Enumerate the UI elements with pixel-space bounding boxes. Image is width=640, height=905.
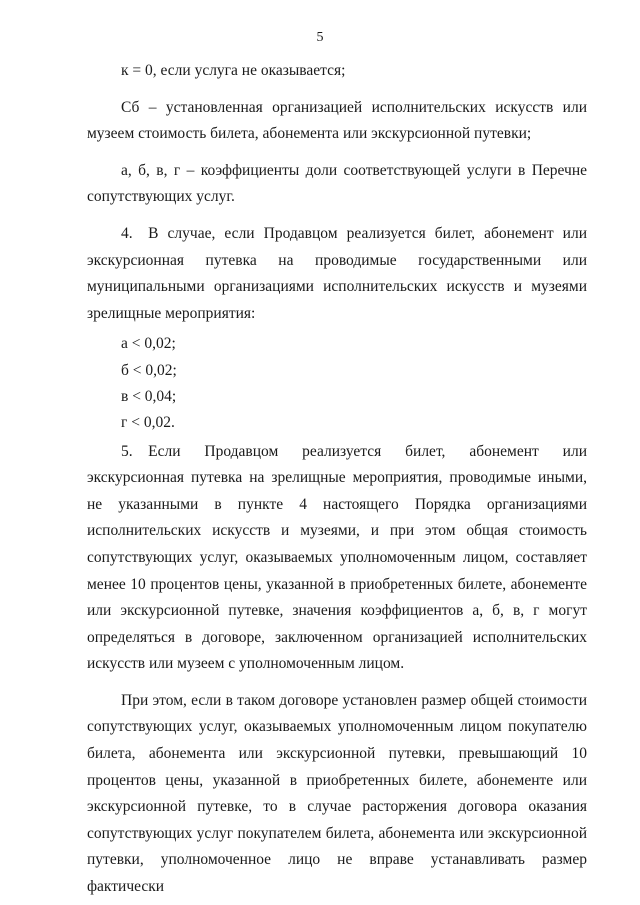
list-item: в < 0,04; bbox=[121, 387, 177, 405]
paragraph-final: При этом, если в таком договоре установлен размер общей стоимости сопутствующих услуг, оказываемых уполномоченным лицом покупателю билета, абонемента или экскурсионной путевки, превышающий 10 процентов цены, указанной в приобретенных билете, абонементе или экскурсионной путевке, то в случае расторжения договора оказания сопутствующих услуг покупателем билета, абонемента или экскурсионной путевки, уполномоченное лицо не вправе устанавливать размер фактически bbox=[87, 691, 587, 896]
page-number: 5 bbox=[316, 30, 324, 45]
document-body bbox=[87, 58, 587, 901]
coefficient-limits-list bbox=[87, 331, 587, 436]
paragraph-k-zero: к = 0, если услуга не оказывается; bbox=[121, 62, 346, 79]
list-item: а < 0,02; bbox=[121, 335, 176, 353]
list-item: б < 0,02; bbox=[121, 361, 177, 379]
paragraph-item-5: 5. Если Продавцом реализуется билет, абонемент или экскурсионная путевка на зрелищные мероприятия, проводимые иными, не указанными в пункте 4 настоящего Порядка организациями исполнительских искусств и музеями, и при этом общая стоимость сопутствующих услуг, оказываемых уполномоченным лицом, составляет менее 10 процентов цены, указанной в приобретенных билете, абонементе или экскурсионной путевке, значения коэффициентов а, б, в, г могут определяться в договоре, заключенном организацией исполнительских искусств или музеем с уполномоченным лицом. bbox=[87, 442, 587, 673]
list-item: г < 0,02. bbox=[121, 414, 175, 432]
paragraph-coefficients: а, б, в, г – коэффициенты доли соответствующей услуги в Перечне сопутствующих услуг. bbox=[87, 161, 587, 206]
paragraph-cb-definition: Сб – установленная организацией исполнительских искусств или музеем стоимость билета, абонемента или экскурсионной путевки; bbox=[87, 98, 587, 143]
paragraph-item-4: 4. В случае, если Продавцом реализуется билет, абонемент или экскурсионная путевка на проводимые государственными или муниципальными организациями исполнительских искусств и музеями зрелищные мероприятия: bbox=[87, 224, 587, 322]
